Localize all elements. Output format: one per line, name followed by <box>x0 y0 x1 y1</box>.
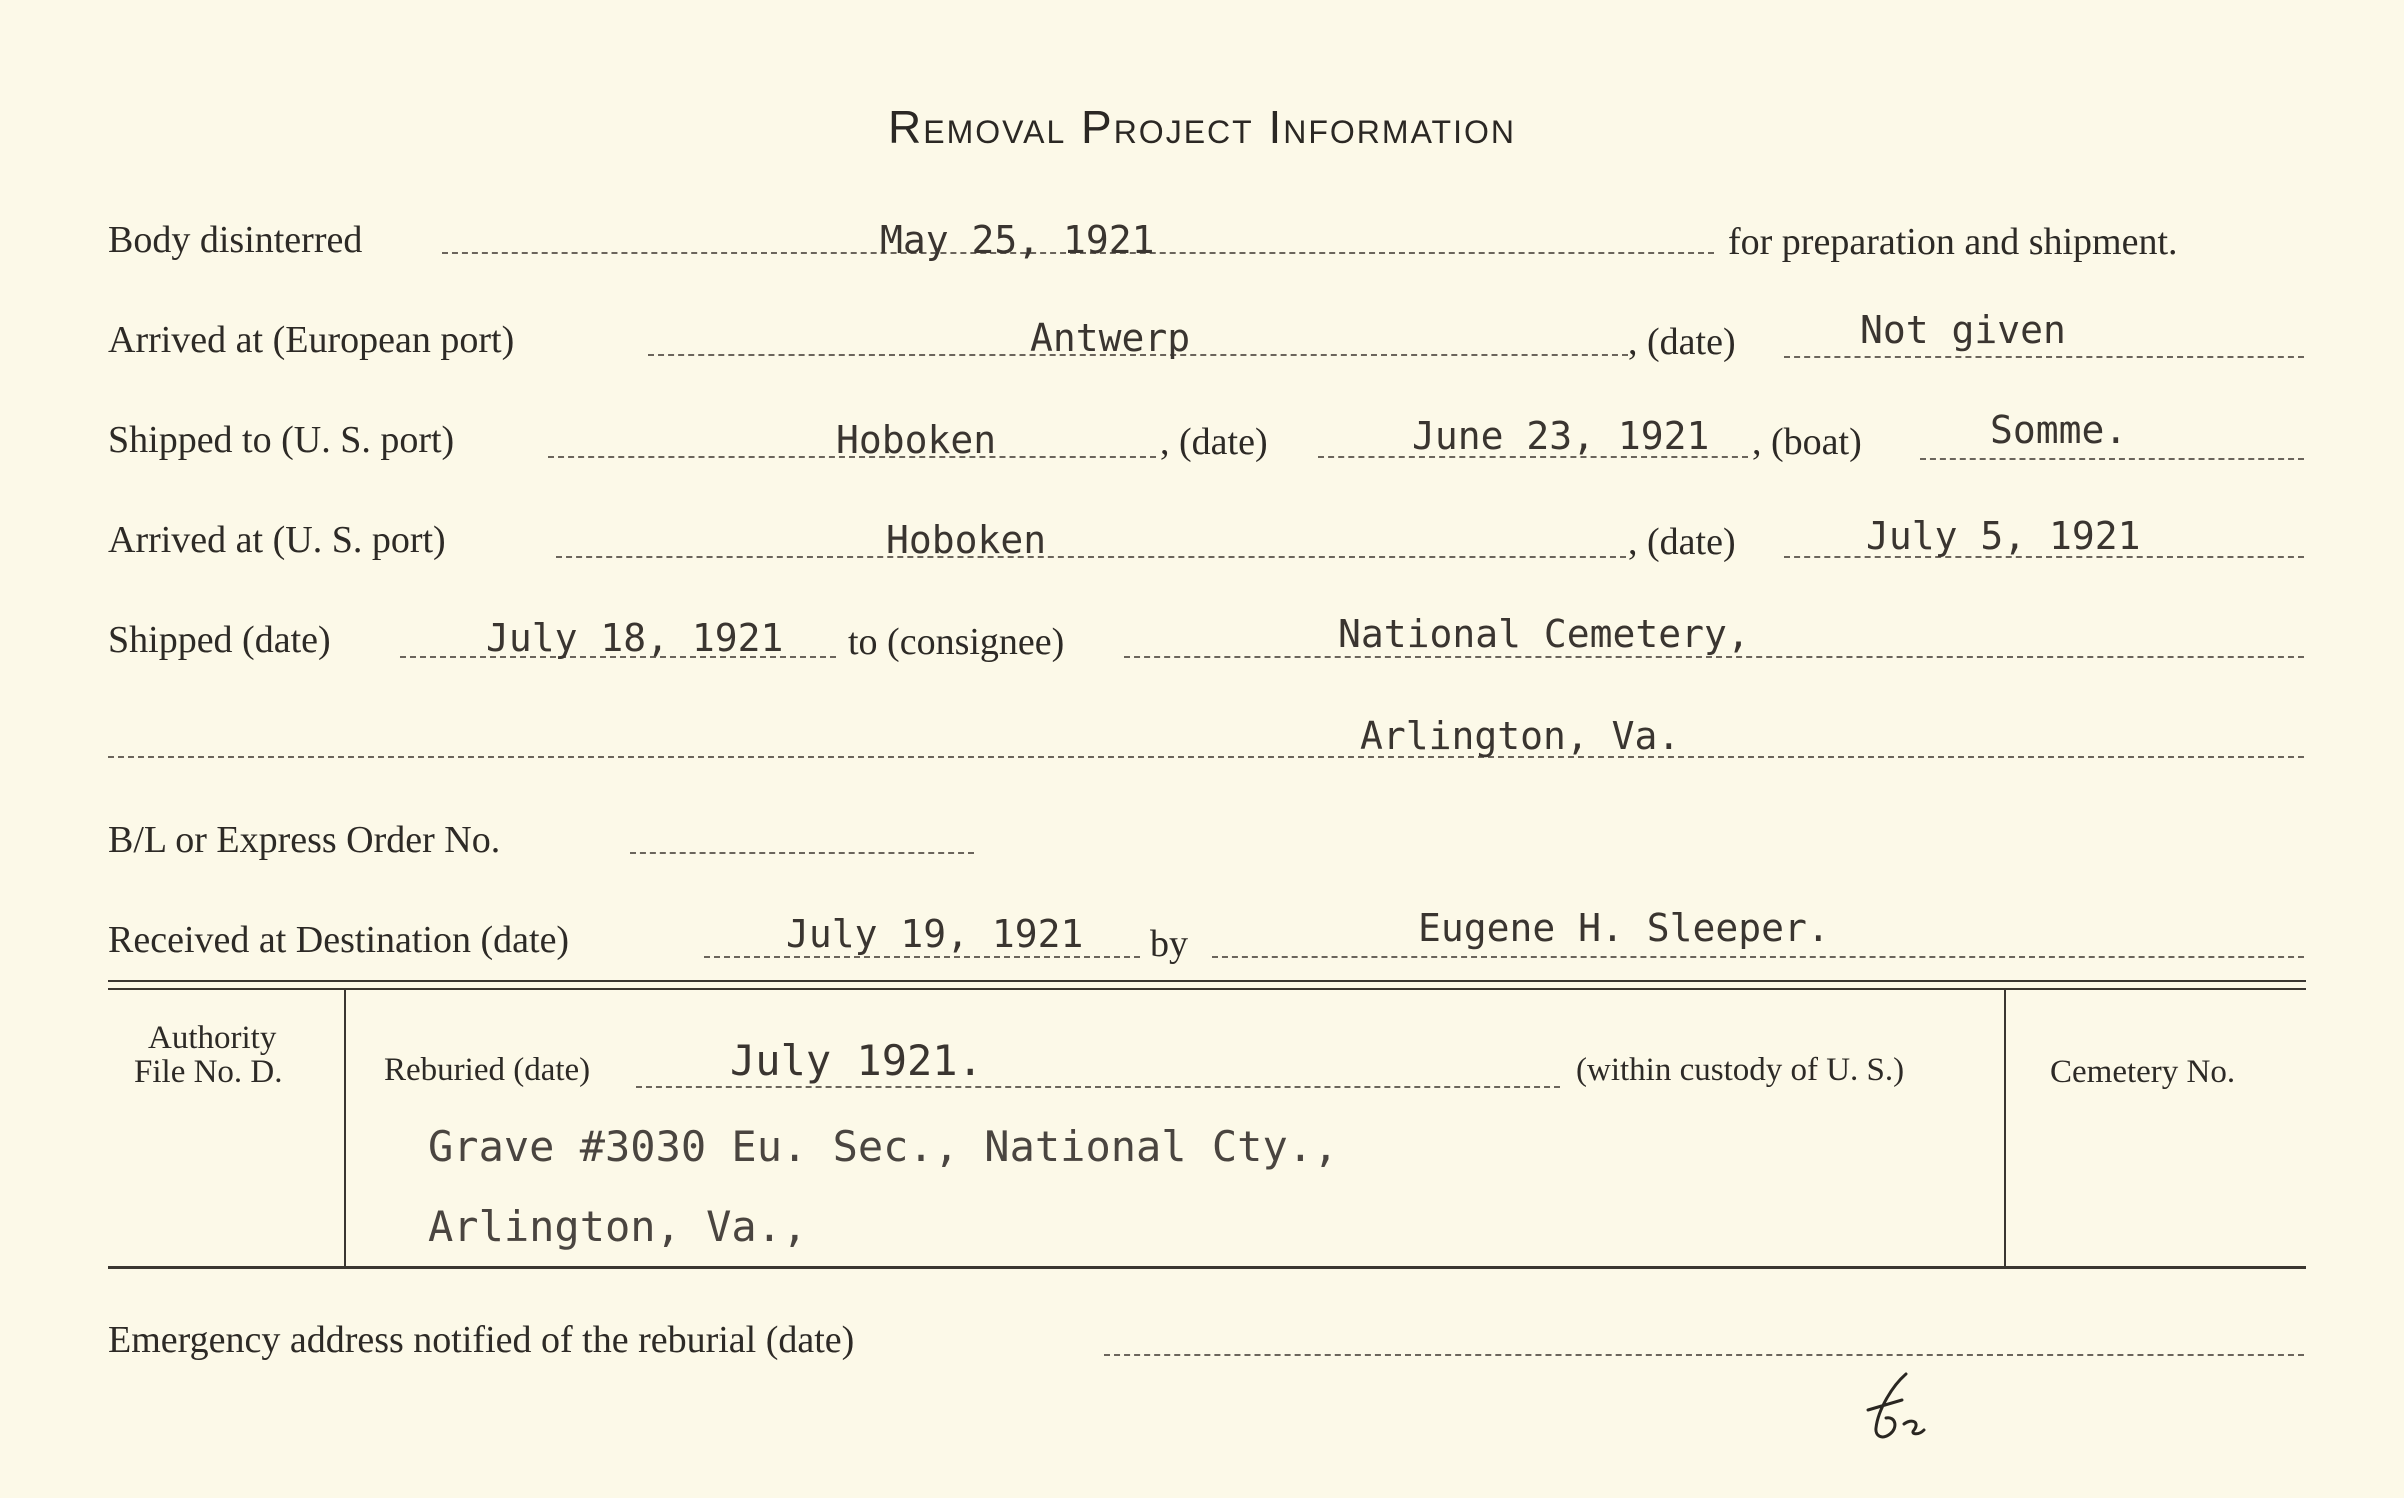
shipped-us-boat-line <box>1920 458 2304 460</box>
custody-label: (within custody of U. S.) <box>1576 1052 1905 1088</box>
box-bottom-rule <box>108 1266 2306 1269</box>
bl-order-line <box>630 852 974 854</box>
arrived-european-value: Antwerp <box>1030 316 1191 360</box>
shipped-us-value: Hoboken <box>836 418 997 462</box>
emergency-line <box>1104 1354 2304 1356</box>
reburied-line <box>636 1086 1560 1088</box>
handwritten-mark <box>1862 1370 1942 1450</box>
reburied-label: Reburied (date) <box>384 1052 591 1088</box>
grave-line-1: Grave #3030 Eu. Sec., National Cty., <box>428 1122 1339 1171</box>
body-disinterred-value: May 25, 1921 <box>880 218 1155 262</box>
shipped-us-label: Shipped to (U. S. port) <box>108 419 455 461</box>
consignee-label: to (consignee) <box>848 621 1065 663</box>
received-label: Received at Destination (date) <box>108 919 570 961</box>
authority-label: Authority <box>148 1020 277 1056</box>
shipped-us-boat-label: , (boat) <box>1752 421 1862 463</box>
shipped-us-date-value: June 23, 1921 <box>1412 414 1710 458</box>
consignee-value-line2: Arlington, Va. <box>1360 714 1681 758</box>
arrived-us-date-label: , (date) <box>1628 521 1736 563</box>
arrived-us-label: Arrived at (U. S. port) <box>108 519 446 561</box>
box-divider-left <box>344 990 346 1266</box>
arrived-european-label: Arrived at (European port) <box>108 319 515 361</box>
arrived-us-value: Hoboken <box>886 518 1047 562</box>
box-top-rule-double <box>108 988 2306 990</box>
received-by-label: by <box>1150 923 1188 965</box>
cemetery-no-label: Cemetery No. <box>2050 1054 2236 1090</box>
emergency-label: Emergency address notified of the reburial (date) <box>108 1319 855 1361</box>
shipped-us-boat-value: Somme. <box>1990 408 2128 452</box>
arrived-us-date-value: July 5, 1921 <box>1866 514 2141 558</box>
shipped-date-value: July 18, 1921 <box>486 616 784 660</box>
received-by-value: Eugene H. Sleeper. <box>1418 906 1830 950</box>
reburied-value: July 1921. <box>730 1036 983 1085</box>
consignee-value: National Cemetery, <box>1338 612 1750 656</box>
arrived-european-date-line <box>1784 356 2304 358</box>
card-title: Removal Project Information <box>888 101 1516 153</box>
shipped-us-date-label: , (date) <box>1160 421 1268 463</box>
grave-line-2: Arlington, Va., <box>428 1202 808 1251</box>
received-date-line <box>704 956 1140 958</box>
box-top-rule <box>108 980 2306 982</box>
box-divider-right <box>2004 990 2006 1266</box>
bl-order-label: B/L or Express Order No. <box>108 819 501 861</box>
received-by-line <box>1212 956 2304 958</box>
consignee-line <box>1124 656 2304 658</box>
body-disinterred-label: Body disinterred <box>108 219 363 261</box>
arrived-european-date-label: , (date) <box>1628 321 1736 363</box>
file-no-label: File No. D. <box>134 1054 283 1090</box>
shipped-date-label: Shipped (date) <box>108 619 331 661</box>
received-date-value: July 19, 1921 <box>786 912 1084 956</box>
arrived-european-date-value: Not given <box>1860 308 2066 352</box>
arrived-us-line <box>556 556 1626 558</box>
consignee-line-2 <box>108 756 2304 758</box>
body-disinterred-suffix: for preparation and shipment. <box>1728 221 2178 263</box>
